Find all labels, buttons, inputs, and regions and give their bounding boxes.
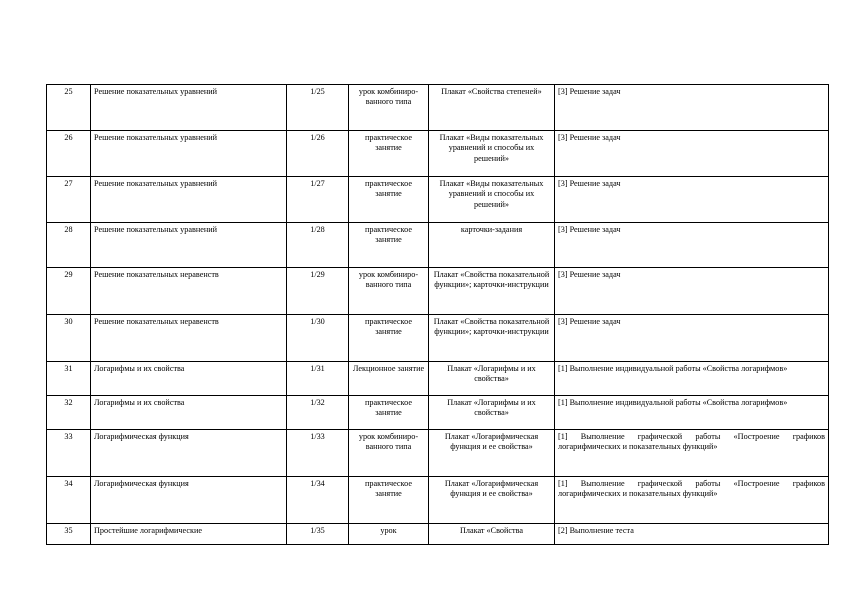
lesson-homework: [1] Выполнение графической работы «Построение графиков логарифмических и показательных функций» bbox=[555, 477, 829, 524]
lesson-number: 30 bbox=[47, 315, 91, 362]
lesson-number: 33 bbox=[47, 430, 91, 477]
lesson-topic: Логарифмы и их свойства bbox=[91, 362, 287, 396]
lesson-topic: Решение показательных уравнений bbox=[91, 131, 287, 177]
lesson-equipment: Плакат «Свойства показательной функции»; карточки-инструкции bbox=[429, 315, 555, 362]
lesson-number: 29 bbox=[47, 268, 91, 315]
lesson-homework: [3] Решение задач bbox=[555, 131, 829, 177]
lesson-topic: Решение показательных уравнений bbox=[91, 223, 287, 268]
lesson-homework: [3] Решение задач bbox=[555, 315, 829, 362]
lesson-equipment: карточки-задания bbox=[429, 223, 555, 268]
lesson-code: 1/33 bbox=[287, 430, 349, 477]
lesson-code: 1/31 bbox=[287, 362, 349, 396]
lesson-number: 25 bbox=[47, 85, 91, 131]
lesson-plan-table bbox=[46, 84, 829, 545]
lesson-equipment: Плакат «Свойства bbox=[429, 524, 555, 545]
lesson-homework: [3] Решение задач bbox=[555, 85, 829, 131]
table-row bbox=[47, 315, 829, 362]
lesson-equipment: Плакат «Виды показательных уравнений и способы их решений» bbox=[429, 177, 555, 223]
lesson-type: практическое занятие bbox=[349, 315, 429, 362]
lesson-type: практическое занятие bbox=[349, 131, 429, 177]
lesson-topic: Решение показательных уравнений bbox=[91, 85, 287, 131]
lesson-number: 35 bbox=[47, 524, 91, 545]
lesson-topic: Логарифмическая функция bbox=[91, 477, 287, 524]
lesson-homework: [3] Решение задач bbox=[555, 177, 829, 223]
lesson-equipment: Плакат «Виды показательных уравнений и способы их решений» bbox=[429, 131, 555, 177]
lesson-code: 1/26 bbox=[287, 131, 349, 177]
lesson-type: практическое занятие bbox=[349, 223, 429, 268]
table-row bbox=[47, 131, 829, 177]
lesson-homework: [1] Выполнение индивидуальной работы «Свойства логарифмов» bbox=[555, 362, 829, 396]
lesson-topic: Простейшие логарифмические bbox=[91, 524, 287, 545]
lesson-topic: Логарифмическая функция bbox=[91, 430, 287, 477]
lesson-type: урок bbox=[349, 524, 429, 545]
lesson-type: практическое занятие bbox=[349, 396, 429, 430]
table-row bbox=[47, 362, 829, 396]
lesson-type: практическое занятие bbox=[349, 477, 429, 524]
lesson-homework: [2] Выполнение теста bbox=[555, 524, 829, 545]
lesson-equipment: Плакат «Свойства показательной функции»; карточки-инструкции bbox=[429, 268, 555, 315]
lesson-equipment: Плакат «Логарифмы и их свойства» bbox=[429, 396, 555, 430]
lesson-type: практическое занятие bbox=[349, 177, 429, 223]
lesson-code: 1/29 bbox=[287, 268, 349, 315]
lesson-code: 1/32 bbox=[287, 396, 349, 430]
lesson-number: 31 bbox=[47, 362, 91, 396]
lesson-homework: [3] Решение задач bbox=[555, 223, 829, 268]
lesson-number: 26 bbox=[47, 131, 91, 177]
lesson-homework: [1] Выполнение графической работы «Построение графиков логарифмических и показательных функций» bbox=[555, 430, 829, 477]
lesson-topic: Решение показательных неравенств bbox=[91, 315, 287, 362]
lesson-homework: [3] Решение задач bbox=[555, 268, 829, 315]
lesson-equipment: Плакат «Логарифмическая функция и ее свойства» bbox=[429, 477, 555, 524]
table-row bbox=[47, 268, 829, 315]
table-row bbox=[47, 223, 829, 268]
lesson-number: 27 bbox=[47, 177, 91, 223]
lesson-code: 1/28 bbox=[287, 223, 349, 268]
table-row bbox=[47, 396, 829, 430]
lesson-code: 1/27 bbox=[287, 177, 349, 223]
lesson-code: 1/34 bbox=[287, 477, 349, 524]
table-row bbox=[47, 85, 829, 131]
lesson-type: урок комбиниро-ванного типа bbox=[349, 268, 429, 315]
lesson-equipment: Плакат «Свойства степеней» bbox=[429, 85, 555, 131]
table-row bbox=[47, 430, 829, 477]
table-row bbox=[47, 524, 829, 545]
lesson-topic: Логарифмы и их свойства bbox=[91, 396, 287, 430]
table-row bbox=[47, 477, 829, 524]
lesson-topic: Решение показательных неравенств bbox=[91, 268, 287, 315]
table-row bbox=[47, 177, 829, 223]
lesson-type: урок комбиниро-ванного типа bbox=[349, 430, 429, 477]
lesson-number: 34 bbox=[47, 477, 91, 524]
lesson-code: 1/35 bbox=[287, 524, 349, 545]
lesson-equipment: Плакат «Логарифмическая функция и ее свойства» bbox=[429, 430, 555, 477]
lesson-equipment: Плакат «Логарифмы и их свойства» bbox=[429, 362, 555, 396]
lesson-type: урок комбиниро-ванного типа bbox=[349, 85, 429, 131]
lesson-topic: Решение показательных уравнений bbox=[91, 177, 287, 223]
lesson-type: Лекционное занятие bbox=[349, 362, 429, 396]
lesson-code: 1/25 bbox=[287, 85, 349, 131]
lesson-number: 32 bbox=[47, 396, 91, 430]
lesson-number: 28 bbox=[47, 223, 91, 268]
lesson-homework: [1] Выполнение индивидуальной работы «Свойства логарифмов» bbox=[555, 396, 829, 430]
lesson-code: 1/30 bbox=[287, 315, 349, 362]
